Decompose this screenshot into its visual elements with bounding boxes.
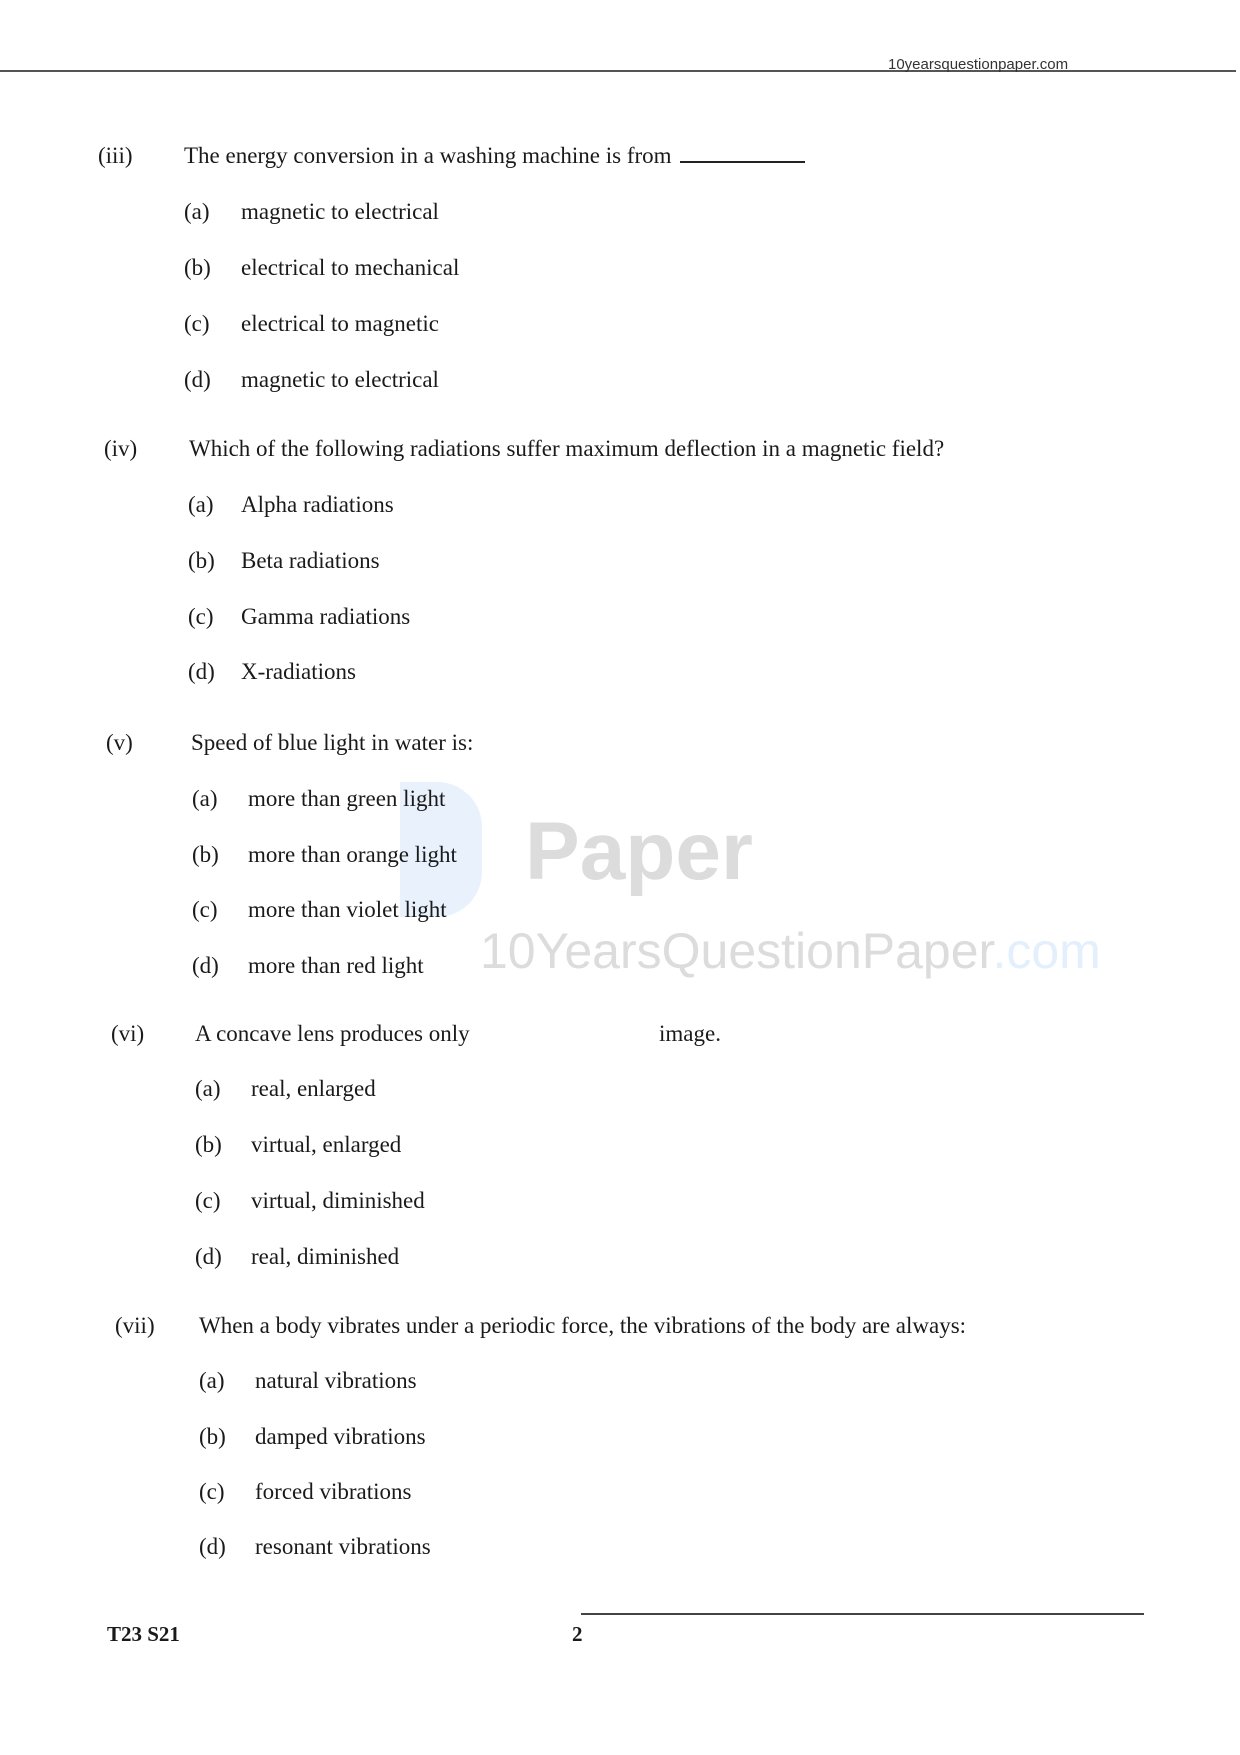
- question-text-content: When a body vibrates under a periodic force, the vibrations of the body are always:: [199, 1313, 967, 1338]
- option-label: (b): [184, 255, 211, 280]
- option-text: real, enlarged: [251, 1076, 376, 1101]
- option-label: (b): [195, 1132, 222, 1157]
- option-text: virtual, enlarged: [251, 1132, 402, 1157]
- option-label: (c): [192, 897, 218, 922]
- option-text: more than violet light: [248, 897, 447, 922]
- option-text: magnetic to electrical: [241, 199, 439, 224]
- option-label: (a): [192, 786, 218, 811]
- option-label: (d): [192, 953, 219, 978]
- option-text: electrical to mechanical: [241, 255, 460, 280]
- option-text: natural vibrations: [255, 1368, 417, 1393]
- option-label: (b): [188, 548, 215, 573]
- option-text: forced vibrations: [255, 1479, 412, 1504]
- option-label: (c): [188, 604, 214, 629]
- option-label: (c): [199, 1479, 225, 1504]
- watermark-site: [480, 922, 1101, 980]
- option-label: (b): [192, 842, 219, 867]
- option-label: (d): [195, 1244, 222, 1269]
- question-number: (v): [106, 730, 133, 755]
- option-text: magnetic to electrical: [241, 367, 439, 392]
- question-text: [184, 143, 805, 169]
- page-number: 2: [572, 1622, 583, 1646]
- watermark-word: Paper: [525, 806, 753, 897]
- option-text: damped vibrations: [255, 1424, 426, 1449]
- question-text: [191, 730, 473, 756]
- question-text-content: Which of the following radiations suffer maximum deflection in a magnetic field?: [189, 436, 945, 461]
- question-text-content: A concave lens produces only: [195, 1021, 470, 1046]
- option-label: (d): [184, 367, 211, 392]
- option-text: electrical to magnetic: [241, 311, 439, 336]
- option-label: (c): [195, 1188, 221, 1213]
- question-text-tail: image.: [659, 1021, 721, 1046]
- paper-code: T23 S21: [107, 1622, 180, 1646]
- watermark-site-main: 10YearsQuestionPaper: [480, 923, 993, 979]
- option-label: (a): [195, 1076, 221, 1101]
- watermark-site-tld: .com: [992, 923, 1101, 979]
- option-label: (a): [199, 1368, 225, 1393]
- option-text: resonant vibrations: [255, 1534, 431, 1559]
- header-site: 10yearsquestionpaper.com: [888, 56, 1069, 73]
- question-number: (vii): [115, 1313, 155, 1338]
- question-text: [199, 1313, 966, 1339]
- question-text-content: Speed of blue light in water is:: [191, 730, 474, 755]
- option-text: Alpha radiations: [241, 492, 394, 517]
- question-text-content: The energy conversion in a washing machine is from: [184, 143, 672, 168]
- footer-rule: [581, 1613, 1144, 1615]
- option-label: (b): [199, 1424, 226, 1449]
- question-number: (vi): [111, 1021, 145, 1046]
- question-text: [189, 436, 944, 462]
- option-label: (d): [199, 1534, 226, 1559]
- question-number: (iv): [104, 436, 138, 461]
- option-label: (d): [188, 659, 215, 684]
- option-text: Gamma radiations: [241, 604, 411, 629]
- option-text: more than orange light: [248, 842, 457, 867]
- option-text: Beta radiations: [241, 548, 380, 573]
- option-label: (c): [184, 311, 210, 336]
- answer-blank: [680, 161, 805, 163]
- option-label: (a): [188, 492, 214, 517]
- option-text: X-radiations: [241, 659, 356, 684]
- option-text: virtual, diminished: [251, 1188, 425, 1213]
- question-number: (iii): [98, 143, 133, 168]
- option-label: (a): [184, 199, 210, 224]
- option-text: more than green light: [248, 786, 446, 811]
- option-text: more than red light: [248, 953, 424, 978]
- question-text: [195, 1021, 470, 1047]
- option-text: real, diminished: [251, 1244, 400, 1269]
